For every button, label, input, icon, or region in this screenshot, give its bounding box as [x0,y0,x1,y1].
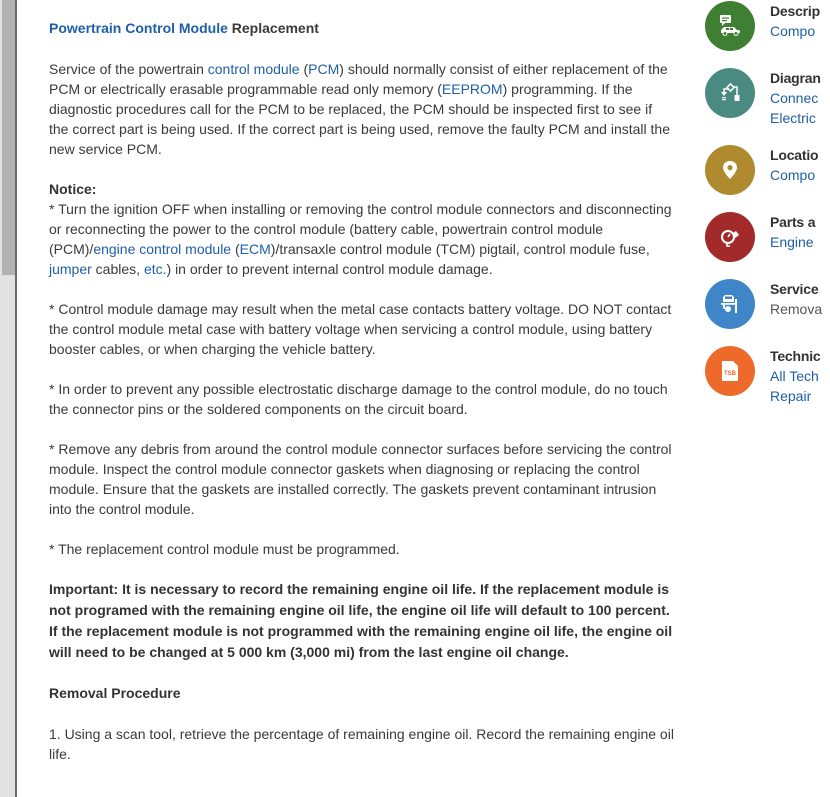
location-pin-icon [705,145,755,195]
scrollbar-thumb[interactable] [2,0,15,275]
sidebar-link[interactable]: Compo [770,167,816,183]
sidebar-item-locations[interactable] [705,145,819,205]
sidebar-heading: Diagran [770,70,821,86]
text: ( [231,241,240,257]
sidebar-heading: Service [770,281,819,297]
sidebar-item-description[interactable] [705,1,820,61]
title-link[interactable]: Powertrain Control Module [49,20,228,36]
text: ) should normally consist of either replacement of the PCM or electrically erasable programmable read only memory ( [49,61,668,97]
etc-link[interactable]: etc. [143,261,167,277]
text: Service of the powertrain [49,61,208,77]
title-text: Replacement [227,20,319,36]
sidebar-link[interactable]: Engine [770,234,814,250]
sidebar-link[interactable]: Repair [770,388,812,404]
notice-item: * Remove any debris from around the control module connector surfaces before servicing the control module. Inspect the control module connector gaskets when diagnosing or replacing the control module. Ensure that the gaskets are installed correctly. The gaskets prevent contaminant intrusion into the control module. [49,441,672,517]
sidebar-item-technical-bulletins[interactable] [705,346,821,406]
notice-item: * The replacement control module must be programmed. [49,541,400,557]
sidebar-link[interactable]: Connec [770,90,819,106]
article-content [49,18,674,784]
text: * Turn the ignition OFF when installing or removing the control module connectors and disconnecting or reconnecting the power to the control module (battery cable, powertrain control module (PCM)/ [49,201,672,257]
ecm-link[interactable]: ECM [239,241,271,257]
left-scrollbar[interactable] [0,0,17,797]
parts-gauge-icon [705,212,755,262]
sidebar-heading: Parts a [770,214,816,230]
notice-block [49,179,674,279]
sidebar-heading: Technic [770,348,821,364]
tsb-document-icon [705,346,755,396]
sidebar-item-parts[interactable] [705,212,815,272]
sidebar-item-service[interactable] [705,279,823,339]
eeprom-link[interactable]: EEPROM [441,81,503,97]
text: ) programming. If the diagnostic procedures call for the PCM to be replaced, the PCM should be inspected first to see if the correct part is being used. If the correct part is being used, remove the faulty PCM and install the new service PCM. [49,81,670,157]
service-lift-icon [705,279,755,329]
notice-label: Notice: [49,181,97,197]
step-1: 1. Using a scan tool, retrieve the percentage of remaining engine oil. Record the remaining engine oil life. [49,726,674,762]
sidebar-heading: Locatio [770,147,819,163]
notice-item: * Control module damage may result when the metal case contacts battery voltage. DO NOT contact the control module metal case with battery voltage when servicing a control module, using battery booster cables, or when charging the vehicle battery. [49,301,672,357]
text: cables, [91,261,144,277]
page-title [49,18,674,38]
pcm-link[interactable]: PCM [308,61,340,77]
car-description-icon [705,1,755,51]
ecm-name-link[interactable]: engine control module [93,241,232,257]
intro-paragraph [49,59,674,159]
sidebar-link[interactable]: Electric [770,110,816,126]
sidebar-item-diagrams[interactable] [705,68,821,128]
sidebar-heading: Descrip [770,3,820,19]
removal-heading: Removal Procedure [49,685,181,701]
text: ) in order to prevent internal control module damage. [166,261,493,277]
tsb-badge: TSB [724,371,736,377]
text: ( [299,61,309,77]
sidebar-link[interactable]: All Tech [770,368,819,384]
sidebar-text[interactable]: Remova [770,301,823,317]
control-module-link[interactable]: control module [207,61,300,77]
panel-divider [15,0,17,797]
important-note: Important: It is necessary to record the remaining engine oil life. If the replacement module is not programed with the remaining engine oil life, the engine oil life will default to 100 percent. If the replacement module is not programmed with the remaining engine oil life, the engine oil will need to be changed at 5 000 km (3,000 mi) from the last engine oil change. [49,581,673,660]
sidebar-link[interactable]: Compo [770,23,816,39]
notice-item: * In order to prevent any possible electrostatic discharge damage to the control module, do no touch the connector pins or the soldered components on the circuit board. [49,381,668,417]
diagram-icon [705,68,755,118]
text: )/transaxle control module (TCM) pigtail, control module fuse, [270,241,650,257]
jumper-link[interactable]: jumper [49,261,92,277]
